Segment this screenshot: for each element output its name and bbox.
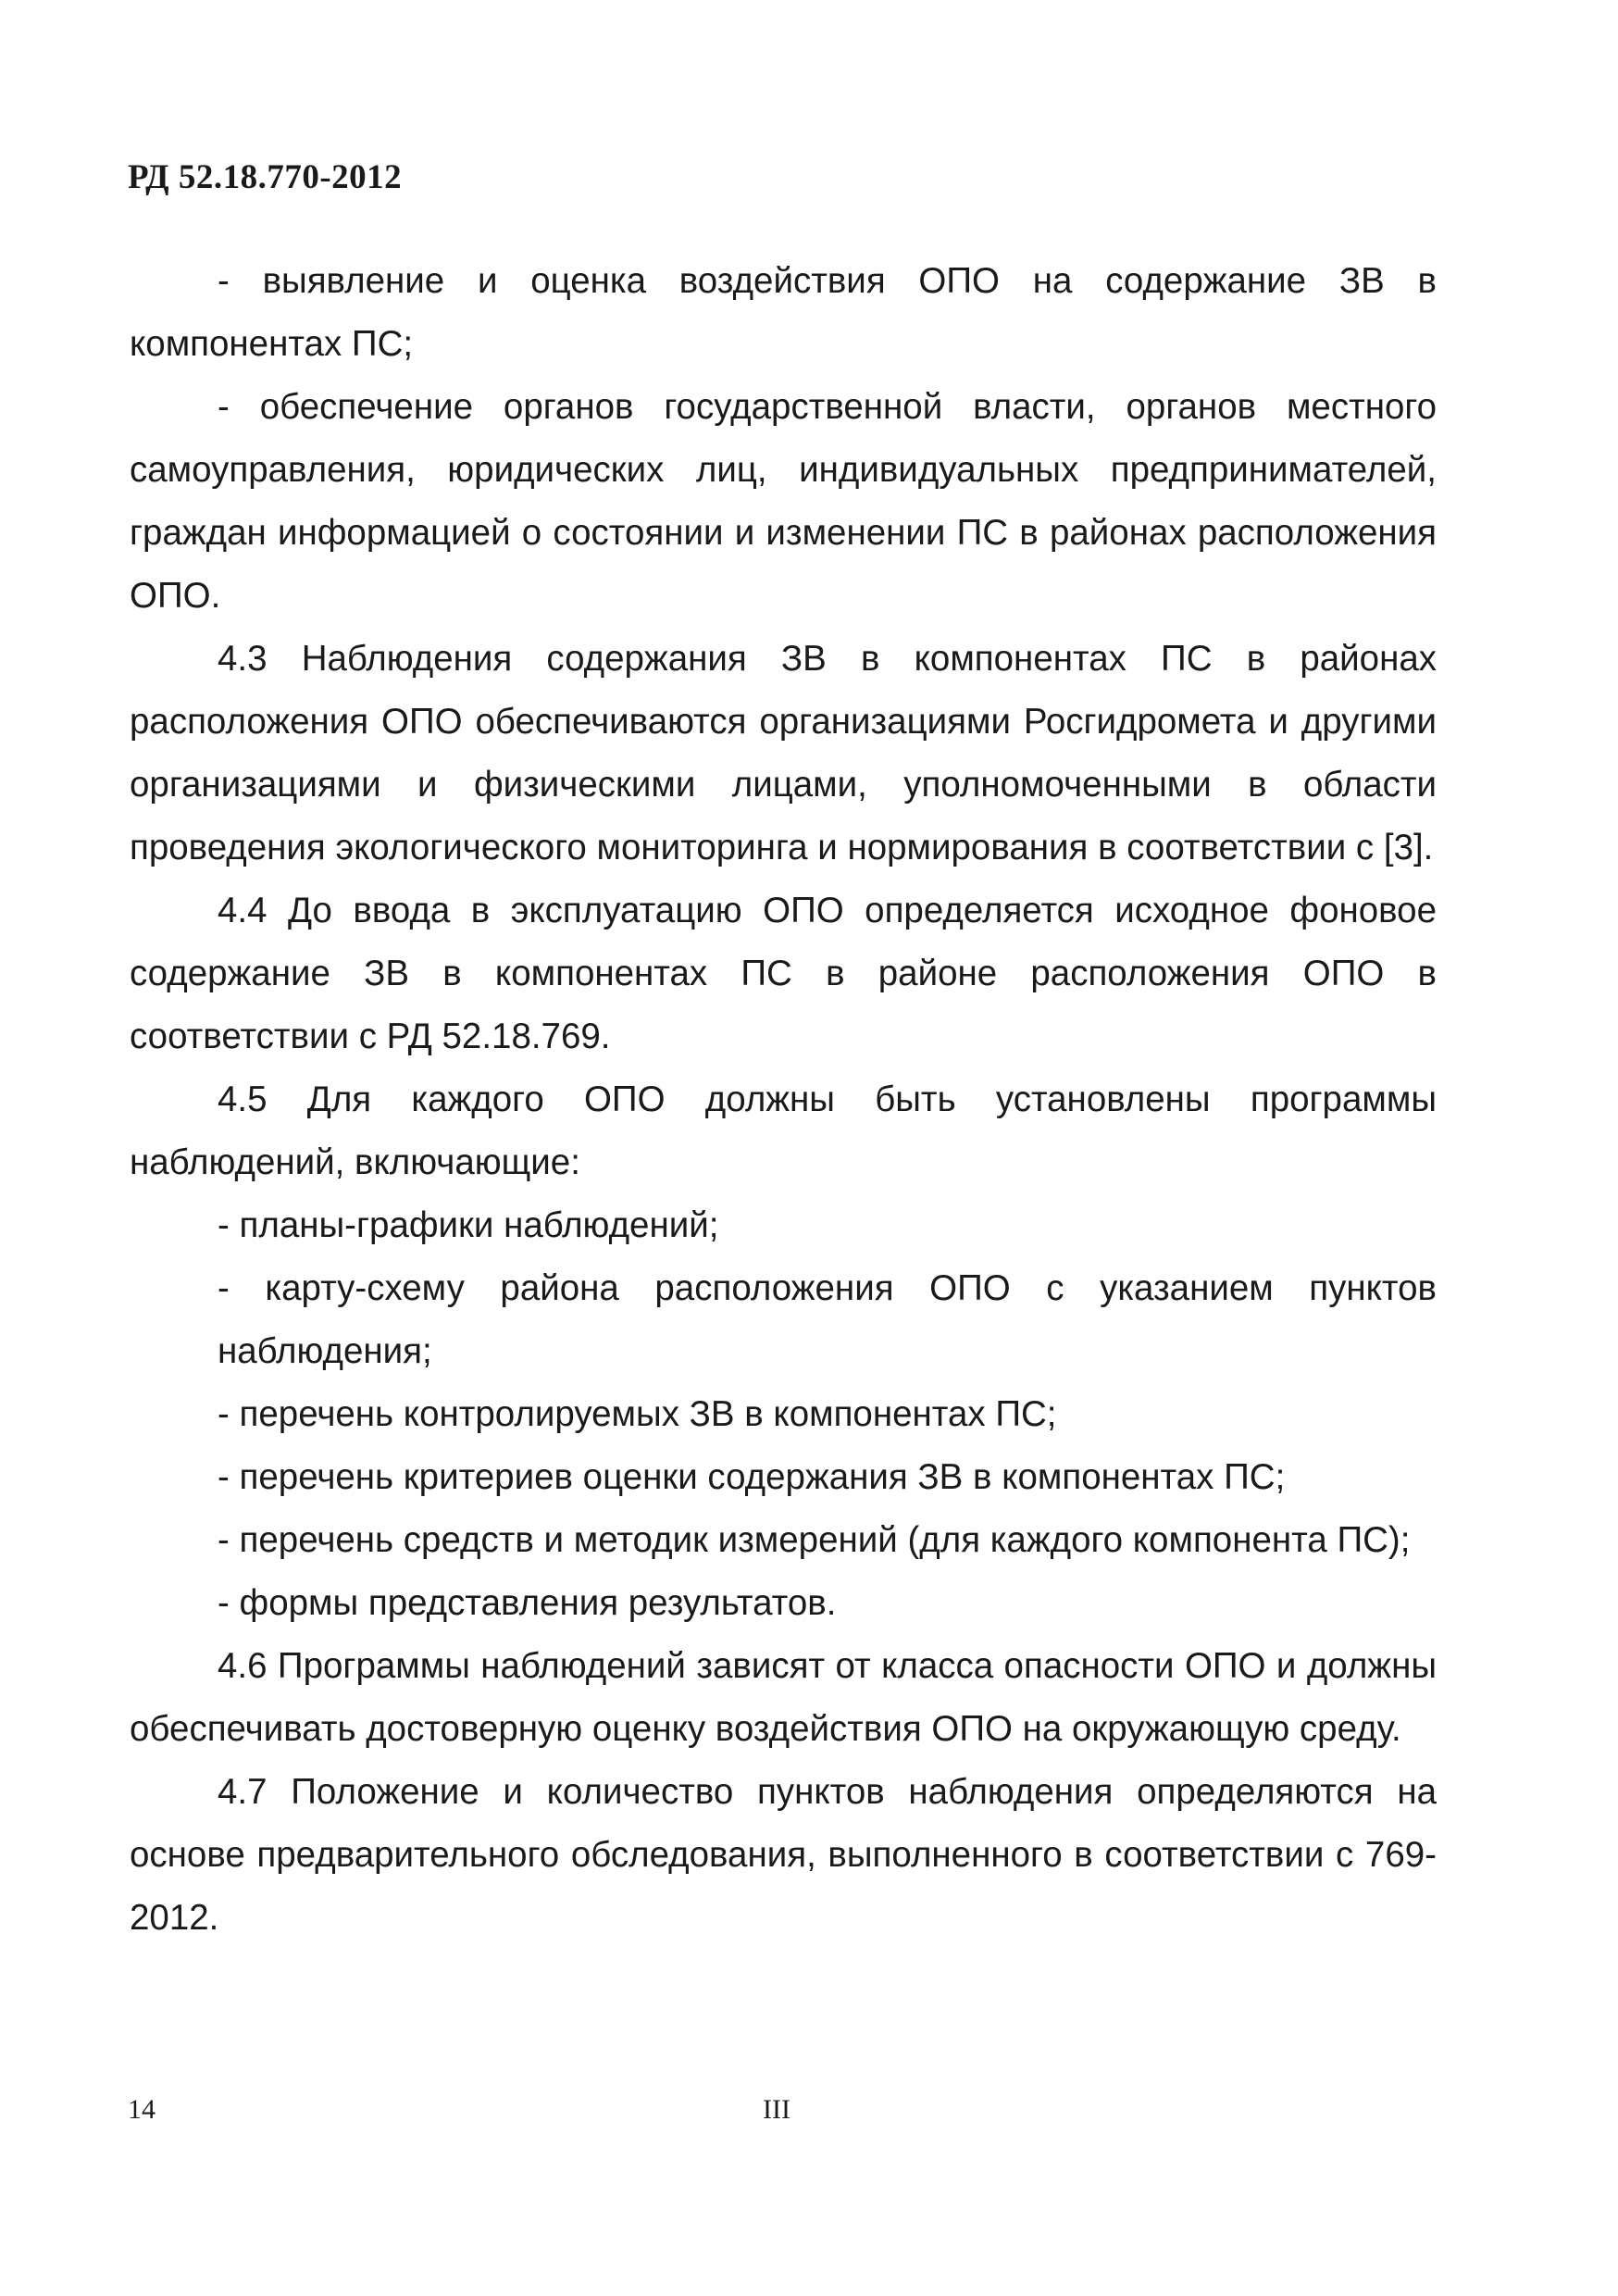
list-item-criteria: - перечень критериев оценки содержания ЗВ в компонентах ПС;	[218, 1457, 1286, 1497]
page-number: 14	[128, 2094, 156, 2125]
list-item-map: - карту-схему района расположения ОПО с указанием пунктов наблюдения;	[218, 1268, 1437, 1371]
clause-4-7: 4.7 Положение и количество пунктов наблюдения определяются на основе предварительного обследования, выполненного в соответствии с 769-2012.	[130, 1772, 1437, 1938]
document-body	[130, 250, 1437, 1950]
list-item-identification: - выявление и оценка воздействия ОПО на содержание ЗВ в компонентах ПС;	[130, 261, 1437, 364]
list-item-methods: - перечень средств и методик измерений (для каждого компонента ПС);	[218, 1520, 1411, 1560]
clause-4-4: 4.4 До ввода в эксплуатацию ОПО определяется исходное фоновое содержание ЗВ в компонентах ПС в районе расположения ОПО в соответствии с РД 52.18.769.	[130, 891, 1437, 1056]
footer-mark: III	[763, 2094, 790, 2125]
clause-4-5: 4.5 Для каждого ОПО должны быть установлены программы наблюдений, включающие:	[130, 1079, 1437, 1182]
document-code-header: РД 52.18.770-2012	[128, 158, 403, 196]
list-item-schedules: - планы-графики наблюдений;	[218, 1205, 719, 1245]
list-item-pollutants: - перечень контролируемых ЗВ в компонентах ПС;	[218, 1394, 1057, 1434]
clause-4-6: 4.6 Программы наблюдений зависят от класса опасности ОПО и должны обеспечивать достоверную оценку воздействия ОПО на окружающую среду.	[130, 1646, 1437, 1749]
list-item-forms: - формы представления результатов.	[218, 1583, 837, 1623]
clause-4-3: 4.3 Наблюдения содержания ЗВ в компонентах ПС в районах расположения ОПО обеспечиваются организациями Росгидромета и другими организациями и физическими лицами, уполномоченными в области проведения экологического мониторинга и нормирования в соответствии с [3].	[130, 639, 1437, 867]
list-item-information-provision: - обеспечение органов государственной власти, органов местного самоуправления, юридических лиц, индивидуальных предпринимателей, граждан информацией о состоянии и изменении ПС в районах расположения ОПО.	[130, 387, 1437, 616]
